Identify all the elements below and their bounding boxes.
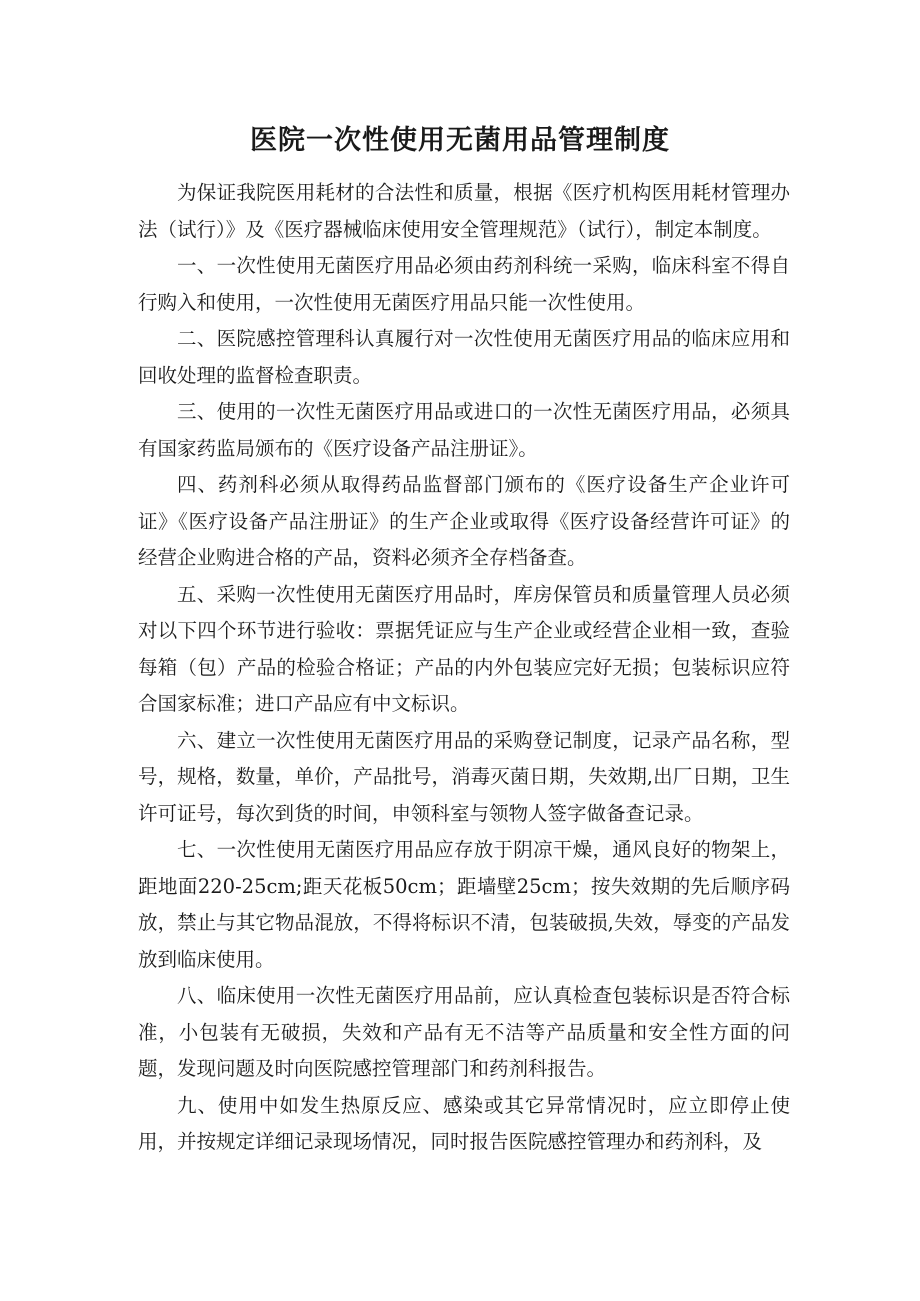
intro-paragraph: 为保证我院医用耗材的合法性和质量，根据《医疗机构医用耗材管理办法（试行）》及《医疗器械临床使用安全管理规范》（试行），制定本制度。 [138, 181, 790, 241]
document-title: 医院一次性使用无菌用品管理制度 [250, 125, 670, 156]
clause-1-paragraph: 一、一次性使用无菌医疗用品必须由药剂科统一采购，临床科室不得自行购入和使用，一次性使用无菌医疗用品只能一次性使用。 [138, 254, 790, 314]
clause-4-paragraph: 四、药剂科必须从取得药品监督部门颁布的《医疗设备生产企业许可证》《医疗设备产品注册证》的生产企业或取得《医疗设备经营许可证》的经营企业购进合格的产品，资料必须齐全存档备查。 [138, 473, 790, 569]
clause-5-paragraph: 五、采购一次性使用无菌医疗用品时，库房保管员和质量管理人员必须对以下四个环节进行验收：票据凭证应与生产企业或经营企业相一致，查验每箱（包）产品的检验合格证；产品的内外包装应完好无损；包装标识应符合国家标准；进口产品应有中文标识。 [138, 582, 790, 715]
clause-2-paragraph: 二、医院感控管理科认真履行对一次性使用无菌医疗用品的临床应用和回收处理的监督检查职责。 [138, 327, 790, 387]
clause-7-paragraph: 七、一次性使用无菌医疗用品应存放于阴凉干燥，通风良好的物架上，距地面220-25cm;距天花板50cm；距墙壁25cm；按失效期的先后顺序码放，禁止与其它物品混放，不得将标识不清，包装破损,失效，辱变的产品发放到临床使用。 [138, 838, 790, 971]
clause-3-paragraph: 三、使用的一次性无菌医疗用品或进口的一次性无菌医疗用品，必须具有国家药监局颁布的《医疗设备产品注册证》。 [138, 400, 790, 460]
clause-9-paragraph: 九、使用中如发生热原反应、感染或其它异常情况时，应立即停止使用，并按规定详细记录现场情况，同时报告医院感控管理办和药剂科，及 [138, 1093, 790, 1153]
clause-8-paragraph: 八、临床使用一次性无菌医疗用品前，应认真检查包装标识是否符合标准，小包装有无破损，失效和产品有无不洁等产品质量和安全性方面的问题，发现问题及时向医院感控管理部门和药剂科报告。 [138, 984, 790, 1080]
document-body [138, 175, 790, 1161]
clause-6-paragraph: 六、建立一次性使用无菌医疗用品的采购登记制度，记录产品名称，型号，规格，数量，单价，产品批号，消毒灭菌日期，失效期,出厂日期，卫生许可证号，每次到货的时间，申领科室与领物人签字做备查记录。 [138, 728, 790, 825]
